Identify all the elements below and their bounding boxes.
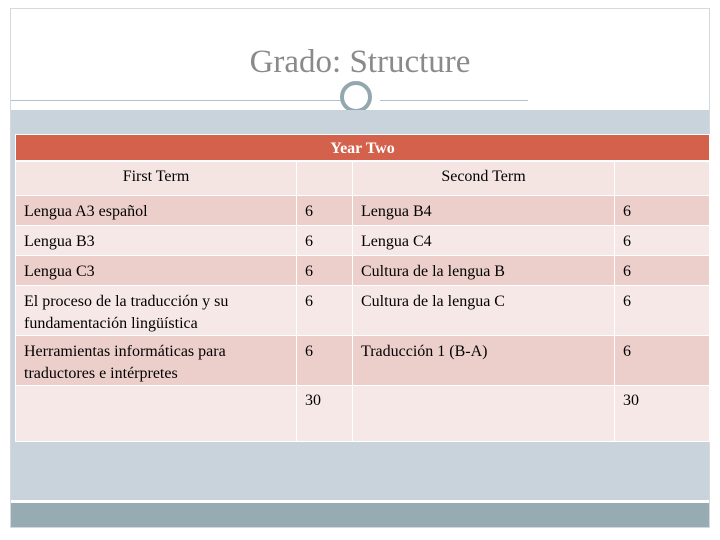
course-first-term: El proceso de la traducción y su fundamentación lingüística <box>16 285 297 335</box>
course-first-term: Herramientas informáticas para traductores e intérpretes <box>16 335 297 385</box>
credits-first-term: 6 <box>297 335 353 385</box>
empty-header-cell <box>297 161 353 195</box>
course-first-term: Lengua C3 <box>16 255 297 285</box>
credits-second-term: 6 <box>615 285 710 335</box>
table-row <box>16 285 710 335</box>
title-divider-left <box>11 100 341 101</box>
footer-bar <box>11 503 709 527</box>
year-header-row <box>16 135 710 162</box>
course-table <box>15 134 710 442</box>
course-second-term: Cultura de la lengua B <box>353 255 615 285</box>
credits-first-term: 6 <box>297 195 353 225</box>
course-second-term: Lengua B4 <box>353 195 615 225</box>
course-second-term: Cultura de la lengua C <box>353 285 615 335</box>
course-first-term: Lengua A3 español <box>16 195 297 225</box>
empty-total-cell <box>16 385 297 441</box>
term-header-row <box>16 161 710 195</box>
credits-second-term: 6 <box>615 255 710 285</box>
totals-row <box>16 385 710 441</box>
table-row <box>16 255 710 285</box>
table-row <box>16 195 710 225</box>
total-credits-second-term: 30 <box>615 385 710 441</box>
table-row <box>16 335 710 385</box>
course-second-term: Lengua C4 <box>353 225 615 255</box>
course-first-term: Lengua B3 <box>16 225 297 255</box>
title-divider-right <box>380 100 528 101</box>
empty-header-cell <box>615 161 710 195</box>
credits-first-term: 6 <box>297 285 353 335</box>
second-term-label: Second Term <box>353 161 615 195</box>
empty-total-cell <box>353 385 615 441</box>
credits-first-term: 6 <box>297 255 353 285</box>
credits-second-term: 6 <box>615 225 710 255</box>
year-label: Year Two <box>16 135 710 162</box>
credits-second-term: 6 <box>615 195 710 225</box>
credits-second-term: 6 <box>615 335 710 385</box>
first-term-label: First Term <box>16 161 297 195</box>
credits-first-term: 6 <box>297 225 353 255</box>
course-second-term: Traducción 1 (B-A) <box>353 335 615 385</box>
circle-ornament-icon <box>340 81 372 113</box>
slide-title: Grado: Structure <box>249 44 471 80</box>
table-row <box>16 225 710 255</box>
total-credits-first-term: 30 <box>297 385 353 441</box>
